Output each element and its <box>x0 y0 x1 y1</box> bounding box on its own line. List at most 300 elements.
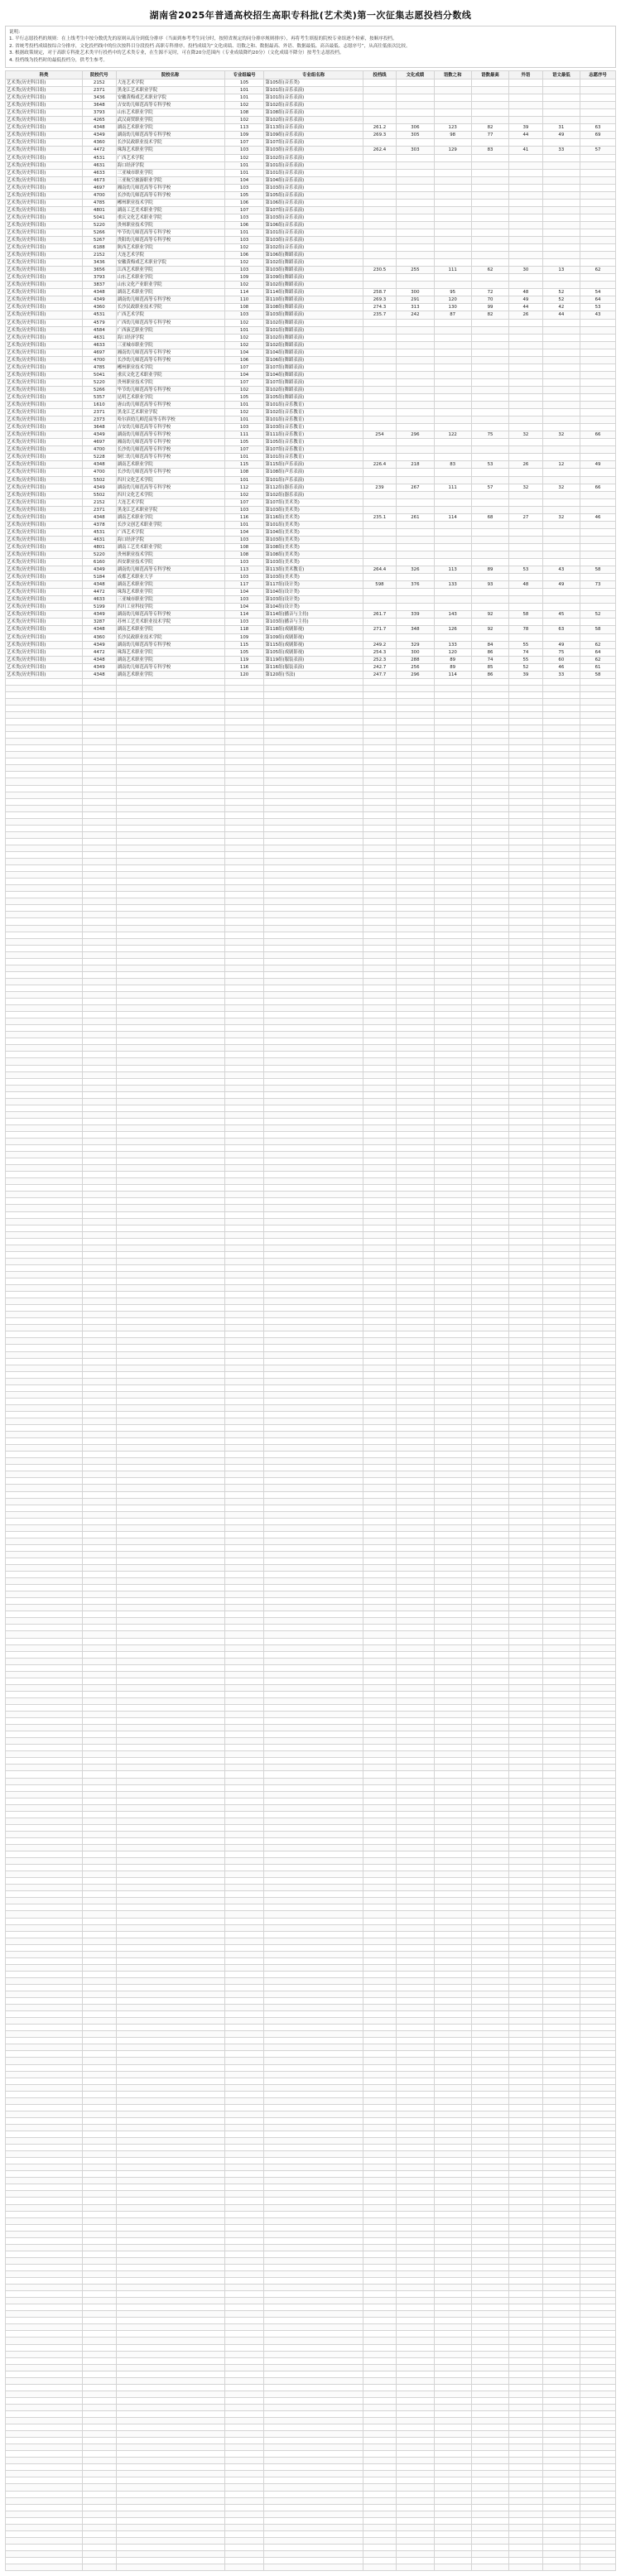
table-cell <box>434 2131 471 2138</box>
table-cell <box>6 1365 83 1371</box>
table-row <box>6 1398 616 1404</box>
table-cell: 63 <box>542 626 580 633</box>
table-cell <box>264 778 363 785</box>
table-cell <box>397 758 434 765</box>
table-cell <box>224 1712 264 1718</box>
table-cell <box>83 1078 117 1085</box>
table-cell <box>363 758 397 765</box>
table-cell <box>397 838 434 845</box>
table-cell <box>509 1411 543 1418</box>
table-cell <box>6 1924 83 1931</box>
table-cell <box>6 2544 83 2550</box>
table-cell <box>397 364 434 371</box>
table-cell <box>434 139 471 147</box>
table-cell <box>471 378 508 386</box>
table-cell <box>116 1651 224 1658</box>
table-cell <box>264 1891 363 1898</box>
table-cell: 艺术类(历史科目组) <box>6 94 83 102</box>
table-row <box>6 206 616 214</box>
table-cell: 第117组(设计类) <box>264 581 363 589</box>
table-cell <box>580 1598 616 1605</box>
table-cell <box>509 1478 543 1485</box>
table-cell <box>397 2471 434 2477</box>
table-cell <box>264 2285 363 2291</box>
table-cell <box>542 1165 580 1172</box>
table-cell: 湘南幼儿师范高等专科学校 <box>116 349 224 356</box>
table-cell <box>224 745 264 752</box>
table-row <box>6 898 616 905</box>
table-cell <box>83 971 117 978</box>
table-cell <box>542 1225 580 1231</box>
table-cell <box>116 945 224 951</box>
table-cell <box>6 925 83 932</box>
table-cell <box>116 1312 224 1318</box>
table-cell <box>6 1198 83 1205</box>
table-cell <box>363 521 397 528</box>
table-cell <box>434 859 471 865</box>
table-cell <box>363 439 397 446</box>
table-cell <box>83 1811 117 1818</box>
table-cell <box>83 1878 117 1885</box>
table-cell <box>509 371 543 378</box>
table-cell <box>83 818 117 825</box>
table-cell <box>6 2058 83 2064</box>
table-cell: 第106组(音乐表演) <box>264 221 363 229</box>
table-cell <box>224 2257 264 2264</box>
table-row <box>6 469 616 476</box>
table-cell <box>363 2005 397 2011</box>
table-cell <box>363 1231 397 1238</box>
table-cell: 101 <box>224 402 264 409</box>
table-cell <box>264 2178 363 2184</box>
table-cell <box>264 1192 363 1198</box>
table-cell <box>363 2404 397 2410</box>
table-cell <box>363 1312 397 1318</box>
table-cell <box>224 898 264 905</box>
table-cell <box>83 2558 117 2564</box>
table-cell <box>397 2104 434 2111</box>
table-cell <box>397 574 434 581</box>
table-cell <box>397 1531 434 1538</box>
table-cell <box>434 491 471 498</box>
table-cell: 117 <box>224 581 264 589</box>
table-cell <box>363 1778 397 1784</box>
table-cell: 30 <box>509 267 543 274</box>
table-cell <box>116 1904 224 1911</box>
table-cell <box>471 2298 508 2304</box>
table-cell <box>116 778 224 785</box>
table-row <box>6 1904 616 1911</box>
table-cell <box>83 2377 117 2384</box>
table-cell <box>83 792 117 798</box>
table-cell <box>471 1844 508 1851</box>
table-cell <box>116 1298 224 1305</box>
table-row <box>6 811 616 818</box>
table-cell <box>6 1791 83 1798</box>
table-cell: 广西艺术学院 <box>116 528 224 536</box>
table-cell <box>397 2078 434 2084</box>
table-cell: 第109组(音乐表演) <box>264 132 363 139</box>
table-cell <box>363 559 397 566</box>
table-cell <box>509 1671 543 1678</box>
table-cell <box>580 1837 616 1844</box>
table-cell <box>6 1971 83 1977</box>
table-cell: 226.4 <box>363 461 397 469</box>
table-cell <box>116 1664 224 1671</box>
table-cell: 103 <box>224 424 264 431</box>
table-cell <box>6 1957 83 1964</box>
table-cell <box>471 1098 508 1105</box>
table-cell <box>509 229 543 236</box>
table-cell <box>6 2084 83 2091</box>
table-row <box>6 1578 616 1585</box>
table-cell <box>434 732 471 739</box>
table-cell <box>434 1984 471 1991</box>
table-cell <box>397 334 434 341</box>
table-cell <box>471 2451 508 2458</box>
table-cell <box>6 1384 83 1391</box>
table-cell <box>6 2377 83 2384</box>
table-cell <box>6 1644 83 1651</box>
table-cell <box>509 1365 543 1371</box>
table-cell <box>434 1178 471 1185</box>
table-cell: 艺术类(历史科目组) <box>6 551 83 558</box>
table-cell <box>542 985 580 991</box>
table-cell <box>6 1058 83 1065</box>
table-cell <box>6 1411 83 1418</box>
table-row <box>6 1185 616 1192</box>
table-cell <box>397 2051 434 2058</box>
table-cell <box>542 2278 580 2285</box>
table-cell <box>509 2145 543 2151</box>
table-cell <box>580 765 616 772</box>
table-cell <box>509 1998 543 2005</box>
table-row <box>6 2530 616 2537</box>
table-cell: 102 <box>224 341 264 349</box>
table-cell <box>397 2458 434 2464</box>
table-cell <box>434 446 471 454</box>
table-cell <box>224 1365 264 1371</box>
table-cell <box>509 1025 543 1032</box>
table-cell <box>542 543 580 551</box>
table-cell <box>580 2311 616 2318</box>
table-cell <box>580 1745 616 1751</box>
table-cell <box>542 79 580 87</box>
table-cell: 39 <box>509 124 543 132</box>
table-cell <box>434 785 471 792</box>
table-cell <box>83 1318 117 1325</box>
table-cell <box>580 326 616 334</box>
table-cell <box>363 386 397 393</box>
table-cell <box>434 1904 471 1911</box>
table-cell <box>363 725 397 732</box>
table-cell <box>363 2397 397 2404</box>
table-cell <box>542 1465 580 1471</box>
table-cell <box>6 1837 83 1844</box>
table-cell <box>83 1478 117 1485</box>
table-cell: 第102组(音乐表演) <box>264 154 363 161</box>
table-row <box>6 94 616 102</box>
table-cell <box>264 1565 363 1572</box>
table-cell <box>580 985 616 991</box>
table-cell <box>580 2138 616 2145</box>
table-cell <box>580 1192 616 1198</box>
table-row <box>6 2264 616 2270</box>
table-header-row <box>6 71 616 79</box>
table-cell <box>224 1085 264 1091</box>
table-cell: 103 <box>224 267 264 274</box>
table-cell <box>224 925 264 932</box>
table-cell <box>542 745 580 752</box>
table-cell <box>542 2364 580 2371</box>
table-cell <box>397 604 434 611</box>
table-cell <box>6 705 83 711</box>
table-cell <box>6 1671 83 1678</box>
table-cell <box>397 2145 434 2151</box>
notes-block <box>5 26 616 68</box>
table-cell <box>397 1625 434 1631</box>
table-cell <box>434 918 471 925</box>
table-cell <box>542 2511 580 2517</box>
table-cell: 第105组(戏剧影视) <box>264 648 363 656</box>
table-row <box>6 1351 616 1358</box>
table-cell <box>434 2530 471 2537</box>
table-cell <box>224 792 264 798</box>
table-cell <box>542 2371 580 2377</box>
table-cell <box>471 2338 508 2344</box>
table-cell <box>542 1671 580 1678</box>
table-cell <box>116 1625 224 1631</box>
table-cell: 艺术类(历史科目组) <box>6 394 83 402</box>
table-cell <box>116 831 224 838</box>
table-cell <box>434 2038 471 2044</box>
table-cell <box>580 1478 616 1485</box>
table-cell <box>224 2504 264 2511</box>
table-cell <box>83 758 117 765</box>
table-cell <box>471 698 508 705</box>
table-cell <box>363 1371 397 1378</box>
table-cell <box>509 1245 543 1251</box>
table-cell: 116 <box>224 663 264 671</box>
table-cell <box>542 1238 580 1245</box>
table-cell <box>542 206 580 214</box>
table-cell <box>580 364 616 371</box>
table-row <box>6 491 616 498</box>
table-cell <box>116 1831 224 1837</box>
table-cell: 101 <box>224 229 264 236</box>
table-cell <box>264 1205 363 1211</box>
table-cell <box>471 1605 508 1611</box>
table-row <box>6 1498 616 1505</box>
table-cell <box>542 1078 580 1085</box>
table-cell <box>83 2318 117 2324</box>
table-cell <box>397 932 434 938</box>
table-cell <box>580 938 616 945</box>
table-cell <box>580 117 616 124</box>
table-cell <box>542 2504 580 2511</box>
table-cell <box>397 191 434 199</box>
table-cell <box>434 825 471 831</box>
table-cell <box>6 1631 83 1638</box>
table-cell <box>397 2324 434 2331</box>
table-cell: 296 <box>397 431 434 439</box>
table-cell: 三亚航空旅游职业学院 <box>116 176 224 184</box>
table-cell <box>542 2464 580 2471</box>
table-cell <box>471 1944 508 1951</box>
table-cell <box>434 951 471 958</box>
table-row <box>6 364 616 371</box>
table-row <box>6 1664 616 1671</box>
table-cell: 46 <box>542 663 580 671</box>
table-cell <box>83 1158 117 1165</box>
table-cell <box>509 2471 543 2477</box>
table-cell <box>580 1098 616 1105</box>
table-cell <box>434 87 471 94</box>
table-cell <box>434 199 471 206</box>
table-cell <box>397 898 434 905</box>
table-cell <box>542 221 580 229</box>
table-cell <box>83 2384 117 2391</box>
table-cell <box>509 1465 543 1471</box>
table-cell <box>6 1944 83 1951</box>
table-cell <box>6 1345 83 1351</box>
table-cell <box>6 2458 83 2464</box>
table-cell <box>363 2278 397 2285</box>
table-cell <box>264 2344 363 2351</box>
table-cell: 吉安幼儿师范高等专科学校 <box>116 424 224 431</box>
table-cell <box>116 1178 224 1185</box>
table-cell <box>509 184 543 191</box>
table-cell <box>264 1837 363 1844</box>
table-cell <box>509 1891 543 1898</box>
table-cell <box>116 1784 224 1791</box>
table-cell <box>224 1691 264 1697</box>
table-row <box>6 1651 616 1658</box>
table-cell <box>471 745 508 752</box>
table-cell <box>363 2471 397 2477</box>
table-cell <box>116 1045 224 1052</box>
table-cell <box>434 925 471 932</box>
table-cell <box>83 1491 117 1498</box>
table-cell <box>264 1618 363 1625</box>
table-cell <box>363 2384 397 2391</box>
table-cell <box>542 1751 580 1758</box>
table-cell <box>580 2291 616 2298</box>
table-cell <box>509 818 543 825</box>
table-cell: 33 <box>542 147 580 154</box>
table-row <box>6 2331 616 2338</box>
table-cell <box>509 1784 543 1791</box>
table-cell <box>264 1152 363 1158</box>
table-cell <box>224 971 264 978</box>
table-cell <box>116 2517 224 2524</box>
table-cell <box>83 1338 117 1345</box>
table-row <box>6 1418 616 1424</box>
table-cell <box>509 1505 543 1511</box>
table-cell: 黑龙江艺术职业学院 <box>116 87 224 94</box>
table-cell <box>509 2237 543 2244</box>
table-cell <box>397 719 434 725</box>
table-cell <box>434 805 471 811</box>
table-cell <box>83 1238 117 1245</box>
table-cell <box>116 2418 224 2424</box>
table-cell <box>434 1258 471 1264</box>
table-cell <box>116 1411 224 1418</box>
table-cell <box>83 1225 117 1231</box>
table-row <box>6 1384 616 1391</box>
table-cell <box>363 1964 397 1971</box>
table-cell <box>397 811 434 818</box>
note-line: 1. 平行志愿投档的规则：在上线考生中按分数优先的原则从高分到低分排序（当面到参考考生同分时，按照省规定的同分排序规则排序），再将考生填报的院校专业组逐个检索，按顺序投档。 <box>9 36 397 42</box>
table-cell <box>116 1844 224 1851</box>
table-cell <box>580 898 616 905</box>
table-cell: 86 <box>471 671 508 678</box>
table-row <box>6 1071 616 1078</box>
table-cell <box>509 2104 543 2111</box>
table-cell <box>471 885 508 892</box>
table-cell <box>264 1165 363 1172</box>
table-cell <box>434 2418 471 2424</box>
table-cell <box>471 2484 508 2491</box>
table-cell: 27 <box>509 513 543 521</box>
table-cell <box>116 1452 224 1458</box>
table-cell <box>363 685 397 691</box>
table-cell <box>542 1585 580 1591</box>
table-cell: 4349 <box>83 431 117 439</box>
table-cell <box>580 1071 616 1078</box>
table-cell <box>471 1058 508 1065</box>
table-cell <box>580 2124 616 2131</box>
table-row <box>6 282 616 289</box>
table-cell <box>224 2117 264 2124</box>
table-cell <box>116 1572 224 1578</box>
table-cell <box>542 574 580 581</box>
table-cell <box>434 892 471 898</box>
table-cell <box>83 1664 117 1671</box>
table-cell <box>580 879 616 885</box>
table-cell <box>471 1878 508 1885</box>
table-cell <box>509 619 543 626</box>
table-cell <box>509 349 543 356</box>
table-cell: 249.2 <box>363 641 397 648</box>
table-cell <box>471 1851 508 1858</box>
table-cell: 湖南艺术职业学院 <box>116 124 224 132</box>
table-cell <box>580 446 616 454</box>
table-cell: 湖南幼儿师范高等专科学校 <box>116 566 224 574</box>
table-cell <box>434 2191 471 2198</box>
table-cell <box>224 2097 264 2104</box>
table-cell <box>542 2458 580 2464</box>
table-row <box>6 1012 616 1018</box>
table-cell <box>397 1831 434 1837</box>
table-cell <box>509 1758 543 1765</box>
table-cell: 唐山幼儿师范高等专科学校 <box>116 402 224 409</box>
table-cell <box>397 1705 434 1712</box>
table-cell <box>471 476 508 484</box>
table-row <box>6 199 616 206</box>
table-cell <box>580 739 616 745</box>
table-cell <box>542 252 580 259</box>
table-cell: 102 <box>224 102 264 109</box>
table-cell <box>363 2371 397 2377</box>
table-cell <box>471 905 508 912</box>
table-cell <box>116 2244 224 2251</box>
table-cell <box>397 1718 434 1725</box>
table-cell <box>509 1904 543 1911</box>
table-cell <box>264 1798 363 1804</box>
table-cell <box>264 2051 363 2058</box>
table-cell <box>224 1118 264 1124</box>
